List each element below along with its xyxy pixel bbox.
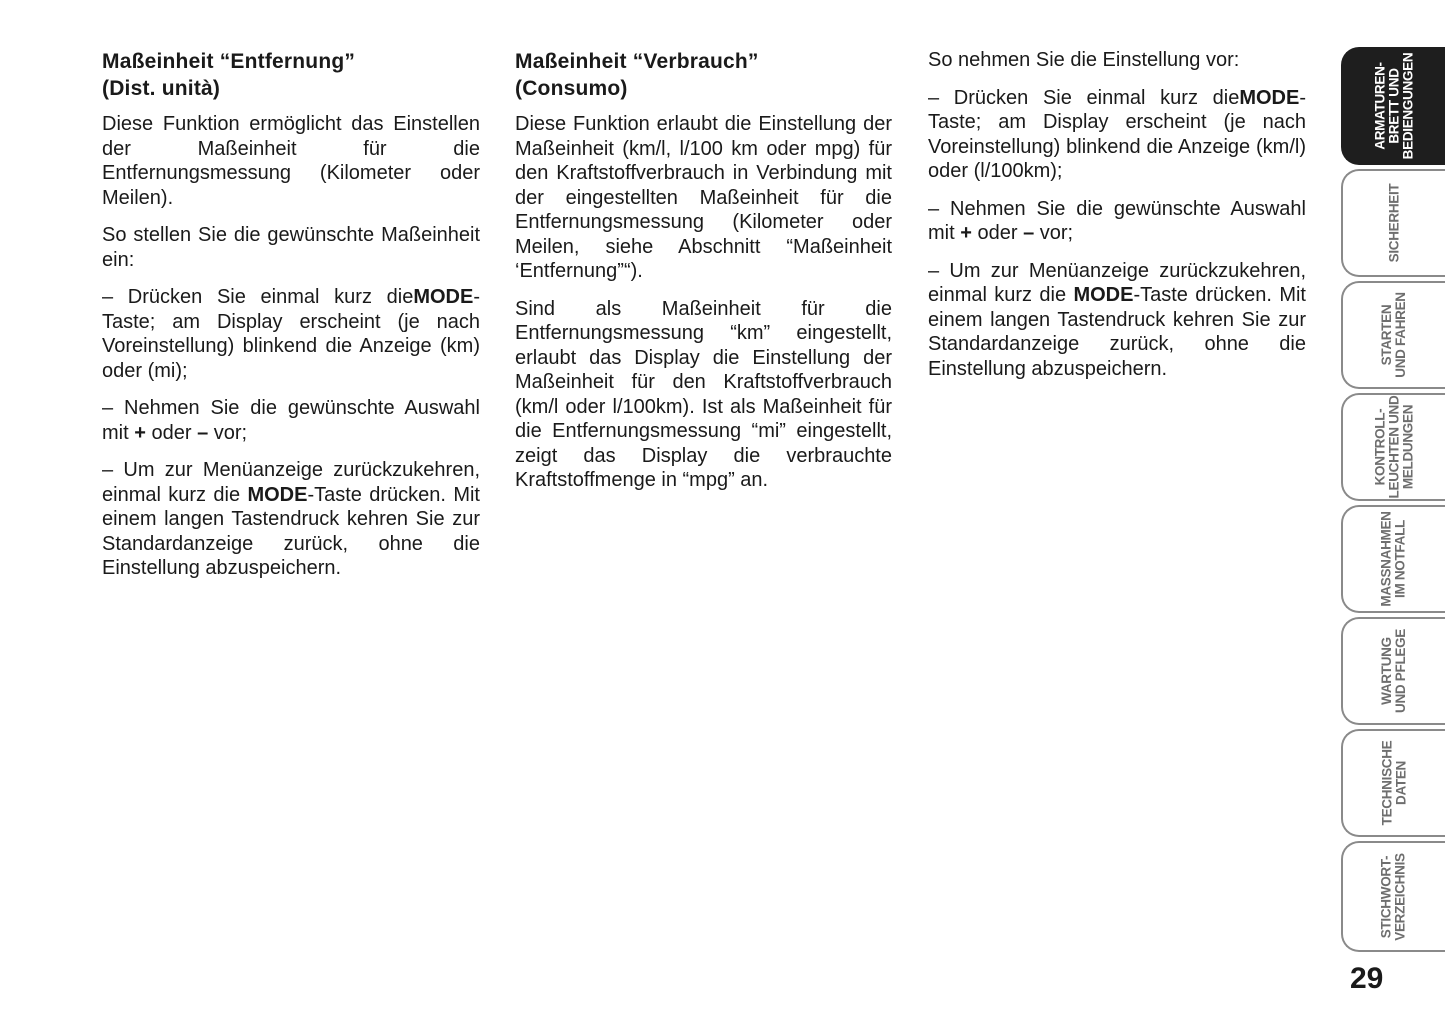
- mode-key-label: MODE: [1073, 284, 1134, 306]
- tab-label: ARMATUREN- BRETT UND BEDIENGUNGEN: [1372, 52, 1416, 160]
- tab-label: STICHWORT- VERZEICHNIS: [1379, 852, 1408, 941]
- step-return: – Um zur Menüanzeige zurückzukehren, einmal kurz die MODE-Taste drücken. Mit einem langen Tastendruck kehren Sie zur Standardanzeige zurück, ohne die Einstellung abzuspeichern.: [928, 259, 1306, 380]
- paragraph: Diese Funktion ermöglicht das Einstellen der Maßeinheit für die Entfernungsmessung (Kilometer oder Meilen).: [102, 113, 480, 209]
- step-press-mode: – Drücken Sie einmal kurz dieMODE-Taste; am Display erscheint (je nach Voreinstellung) blinkend die Anzeige (km/l) oder (l/100km);: [928, 86, 1306, 182]
- mode-key-label: MODE: [1239, 86, 1300, 109]
- column-consumption-unit: [515, 48, 892, 506]
- step-select: – Nehmen Sie die gewünschte Auswahl mit + oder – vor;: [102, 397, 480, 444]
- paragraph: Sind als Maßeinheit für die Entfernungsmessung “km” eingestellt, erlaubt das Display die Einstellung der Maßeinheit für den Kraftstoffverbrauch (km/l oder l/100km). Ist als Maßeinheit für die Entfernungsmessung “mi” eingestellt, zeigt das Display die verbrauchte Kraftstoffmenge in “mpg” an.: [515, 297, 892, 491]
- chapter-tabs: [1341, 47, 1445, 952]
- paragraph: So nehmen Sie die Einstellung vor:: [928, 49, 1240, 71]
- tab-technische-daten[interactable]: [1341, 729, 1445, 837]
- tab-label: WARTUNG UND PFLEGE: [1378, 628, 1408, 714]
- heading-line-1: Maßeinheit “Verbrauch”: [515, 50, 759, 73]
- heading-line-1: Maßeinheit “Entfernung”: [102, 50, 356, 73]
- tab-label: MASSNAHMEN IM NOTFALL: [1378, 511, 1408, 607]
- minus-key-label: –: [1023, 222, 1035, 244]
- step-select: – Nehmen Sie die gewünschte Auswahl mit + oder – vor;: [928, 197, 1306, 244]
- mode-key-label: MODE: [413, 286, 474, 308]
- plus-key-label: +: [960, 222, 972, 244]
- tab-label: TECHNISCHE DATEN: [1378, 740, 1408, 826]
- column-procedure: [928, 48, 1306, 394]
- tab-massnahmen[interactable]: [1341, 505, 1445, 613]
- plus-key-label: +: [134, 421, 146, 444]
- heading-line-2: (Consumo): [515, 77, 628, 100]
- column-distance-unit: [102, 48, 480, 594]
- tab-label: STARTEN UND FAHREN: [1378, 292, 1408, 378]
- tab-sicherheit[interactable]: [1341, 169, 1445, 277]
- tab-label: KONTROLL- LEUCHTEN UND MELDUNGEN: [1372, 395, 1415, 499]
- tab-kontrollleuchten[interactable]: [1341, 393, 1445, 501]
- tab-label: SICHERHEIT: [1385, 183, 1401, 263]
- step-press-mode: – Drücken Sie einmal kurz dieMODE-Taste; am Display erscheint (je nach Voreinstellung) blinkend die Anzeige (km) oder (mi);: [102, 286, 480, 382]
- tab-armaturenbrett[interactable]: [1341, 47, 1445, 165]
- tab-starten-fahren[interactable]: [1341, 281, 1445, 389]
- minus-key-label: –: [197, 421, 209, 444]
- section-heading-consumption: [515, 48, 892, 102]
- page-number: 29: [1350, 962, 1384, 995]
- heading-line-2: (Dist. unità): [102, 77, 221, 100]
- step-return: – Um zur Menüanzeige zurückzukehren, einmal kurz die MODE-Taste drücken. Mit einem langen Tastendruck kehren Sie zur Standardanzeige zurück, ohne die Einstellung abzuspeichern.: [102, 459, 480, 579]
- section-heading-distance: [102, 48, 480, 102]
- paragraph: Diese Funktion erlaubt die Einstellung der Maßeinheit (km/l, l/100 km oder mpg) für den Kraftstoffverbrauch in Verbindung mit der eingestellten Maßeinheit für die Entfernungsmessung (Kilometer oder Meilen, siehe Abschnitt “Maßeinheit ‘Entfernung”“).: [515, 113, 892, 282]
- mode-key-label: MODE: [247, 483, 308, 506]
- tab-stichwortverzeichnis[interactable]: [1341, 841, 1445, 952]
- tab-wartung[interactable]: [1341, 617, 1445, 725]
- paragraph: So stellen Sie die gewünschte Maßeinheit ein:: [102, 224, 480, 271]
